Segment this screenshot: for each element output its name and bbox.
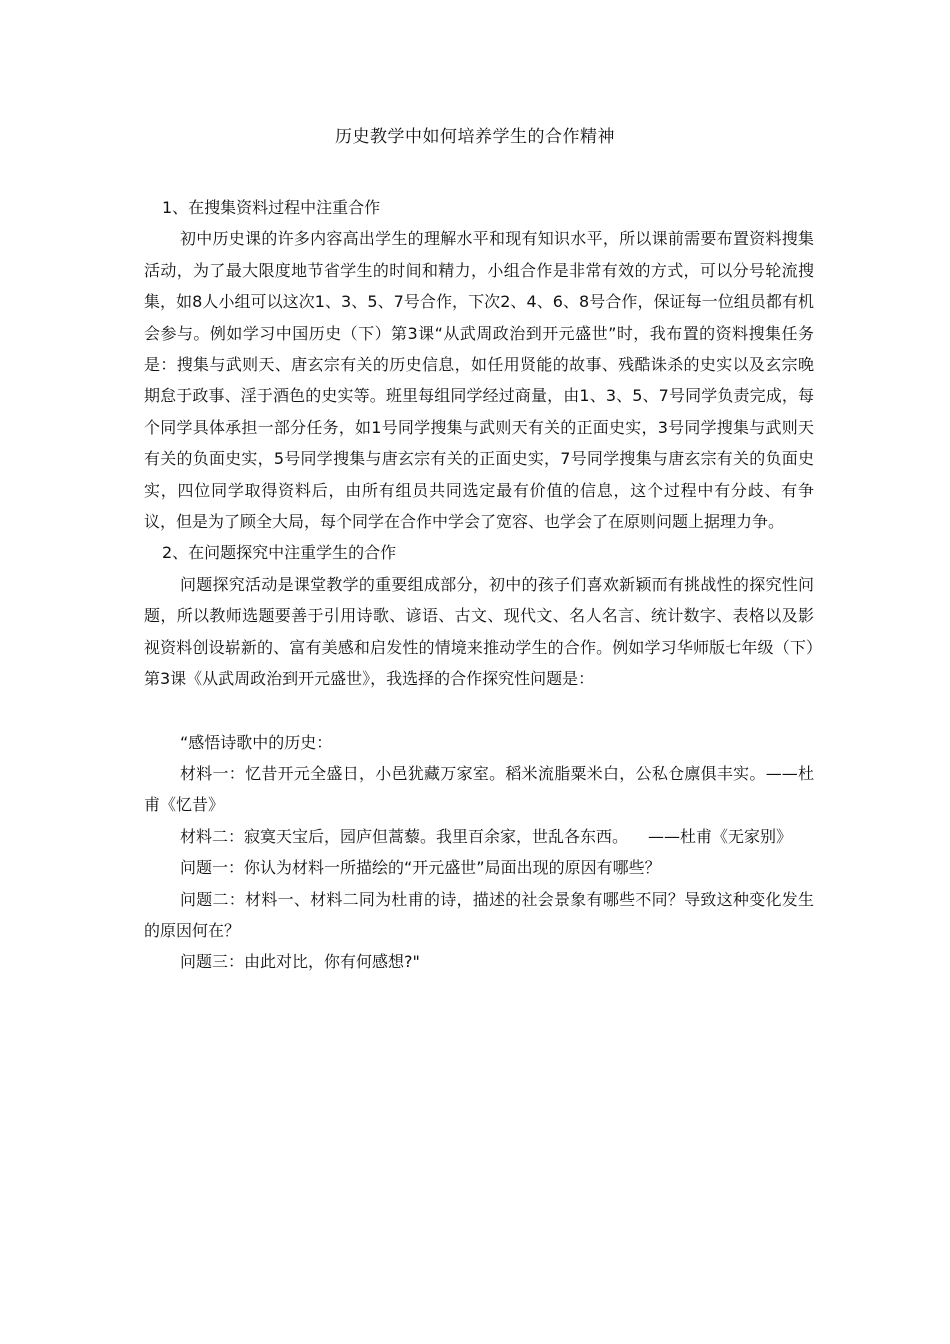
material-1-source: ——杜甫《忆昔》 <box>144 763 814 815</box>
document-body <box>144 192 814 978</box>
document-title: 历史教学中如何培养学生的合作精神 <box>335 127 615 147</box>
section-1-heading: 1、在搜集资料过程中注重合作 <box>162 198 381 217</box>
section-2-paragraph: 问题探究活动是课堂教学的重要组成部分，初中的孩子们喜欢新颖而有挑战性的探究性问题，所以教师选题要善于引用诗歌、谚语、古文、现代文、名人名言、统计数字、表格以及影视资料创设崭新的、富有美感和启发性的情境来推动学生的合作。例如学习华师版七年级（下）第3课《从武周政治到开元盛世》，我选择的合作探究性问题是： <box>144 574 814 689</box>
material-2-text: 材料二：寂寞天宝后，园庐但蒿藜。我里百余家，世乱各东西。 <box>180 826 629 846</box>
question-2: 问题二：材料一、材料二同为杜甫的诗，描述的社会景象有哪些不同？导致这种变化发生的原因何在？ <box>144 889 814 940</box>
material-1-text: 材料一：忆昔开元全盛日，小邑犹藏万家室。稻米流脂粟米白，公私仓廪俱丰实。 <box>180 763 766 783</box>
quote-intro: “感悟诗歌中的历史： <box>180 732 333 752</box>
blank-line <box>144 695 814 727</box>
material-2-source: ——杜甫《无家别》 <box>648 826 793 846</box>
question-1: 问题一：你认为材料一所描绘的“开元盛世”局面出现的原因有哪些？ <box>180 858 661 878</box>
material-1 <box>144 758 814 821</box>
section-2-heading: 2、在问题探究中注重学生的合作 <box>162 543 397 563</box>
question-3: 问题三：由此对比，你有何感想?" <box>180 952 420 972</box>
material-2 <box>144 821 814 852</box>
section-1-paragraph: 初中历史课的许多内容高出学生的理解水平和现有知识水平，所以课前需要布置资料搜集活动，为了最大限度地节省学生的时间和精力，小组合作是非常有效的方式，可以分号轮流搜集，如8人小组可以这次1、3、5、7号合作，下次2、4、6、8号合作，保证每一位组员都有机会参与。例如学习中国历史（下）第3课“从武周政治到开元盛世”时，我布置的资料搜集任务是：搜集与武则天、唐玄宗有关的历史信息，如任用贤能的故事、残酷诛杀的史实以及玄宗晚期怠于政事、淫于酒色的史实等。班里每组同学经过商量，由1、3、5、7号同学负责完成，每个同学具体承担一部分任务，如1号同学搜集与武则天有关的正面史实，3号同学搜集与武则天有关的负面史实，5号同学搜集与唐玄宗有关的正面史实，7号同学搜集与唐玄宗有关的负面史实，四位同学取得资料后，由所有组员共同选定最有价值的信息，这个过程中有分歧、有争议，但是为了顾全大局，每个同学在合作中学会了宽容、也学会了在原则问题上据理力争。 <box>144 229 814 532</box>
